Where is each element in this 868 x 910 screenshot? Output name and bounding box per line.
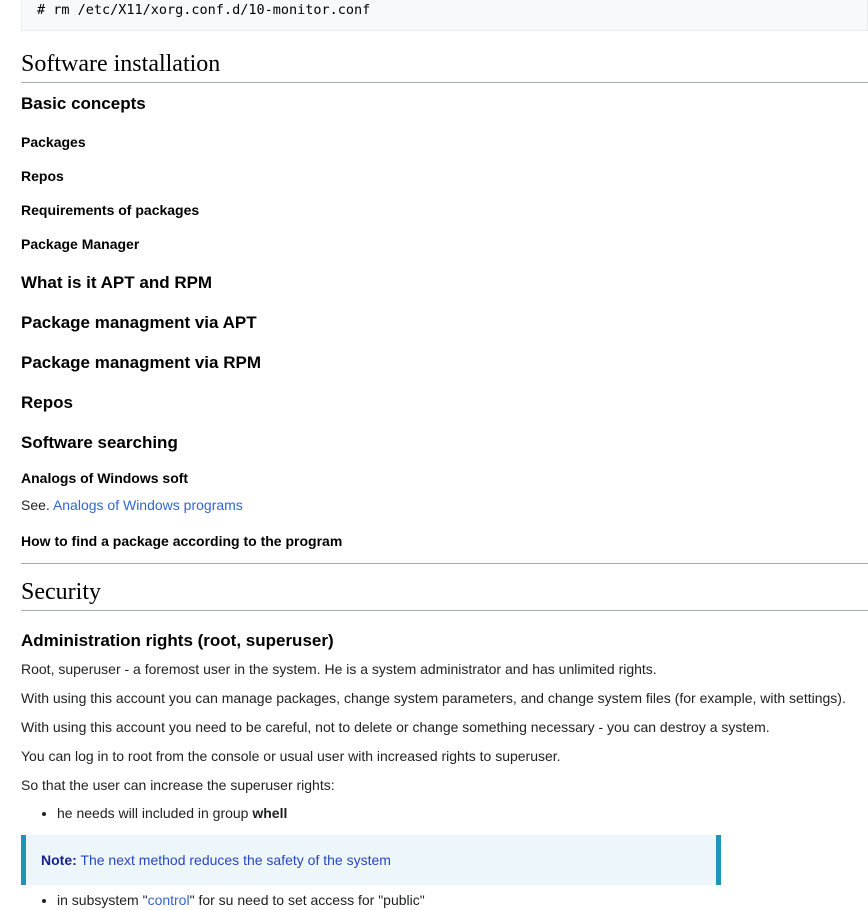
see-prefix: See.: [21, 497, 50, 513]
subsystem-pre-text: in subsystem ": [57, 892, 148, 908]
heading-software-searching: Software searching: [21, 433, 178, 452]
section-title-software-installation: Software installation: [21, 50, 868, 83]
heading-package-managment-apt: Package managment via APT: [21, 313, 257, 332]
heading-packages: Packages: [21, 134, 86, 150]
code-command: # rm /etc/X11/xorg.conf.d/10-monitor.conf: [37, 2, 371, 18]
see-paragraph: [21, 495, 868, 515]
heading-package-manager: Package Manager: [21, 236, 140, 252]
heading-analogs-of-windows-soft: Analogs of Windows soft: [21, 470, 189, 486]
heading-what-is-apt-rpm: What is it APT and RPM: [21, 273, 213, 292]
paragraph-be-careful: With using this account you need to be careful, not to delete or change something necessary - you can destroy a system.: [21, 719, 770, 735]
heading-how-to-find-package: How to find a package according to the program: [21, 533, 343, 549]
superuser-rights-list: [21, 803, 868, 823]
note-box: [21, 835, 721, 885]
paragraph-root-superuser: Root, superuser - a foremost user in the system. He is a system administrator and has unlimited rights.: [21, 661, 657, 677]
paragraph-manage-packages: With using this account you can manage packages, change system parameters, and change system files (for example, with settings).: [21, 690, 846, 706]
heading-requirements-of-packages: Requirements of packages: [21, 202, 200, 218]
note-label: Note:: [41, 852, 77, 868]
list-item-subsystem-control: [57, 890, 868, 910]
paragraph-increase-rights: So that the user can increase the superuser rights:: [21, 777, 335, 793]
list-item-group-whell: [57, 803, 868, 823]
heading-administration-rights: Administration rights (root, superuser): [21, 631, 334, 650]
section-title-security: Security: [21, 578, 868, 611]
group-whell-text: he needs will included in group: [57, 805, 253, 821]
paragraph-log-in-root: You can log in to root from the console or usual user with increased rights to superuser.: [21, 748, 561, 764]
code-block: [21, 0, 868, 31]
heading-repos: Repos: [21, 393, 73, 412]
note-text: The next method reduces the safety of the system: [80, 852, 391, 868]
section-divider: [21, 563, 868, 564]
page-content: [21, 0, 868, 910]
group-whell-bold: whell: [252, 805, 288, 821]
analogs-of-windows-programs-link[interactable]: Analogs of Windows programs: [52, 497, 243, 513]
heading-package-managment-rpm: Package managment via RPM: [21, 353, 261, 372]
subsystem-post-text: " for su need to set access for "public": [189, 892, 425, 908]
subsystem-control-list: [21, 890, 868, 910]
heading-repos-sub: Repos: [21, 168, 64, 184]
heading-basic-concepts: Basic concepts: [21, 94, 146, 113]
control-link[interactable]: control: [147, 892, 190, 908]
